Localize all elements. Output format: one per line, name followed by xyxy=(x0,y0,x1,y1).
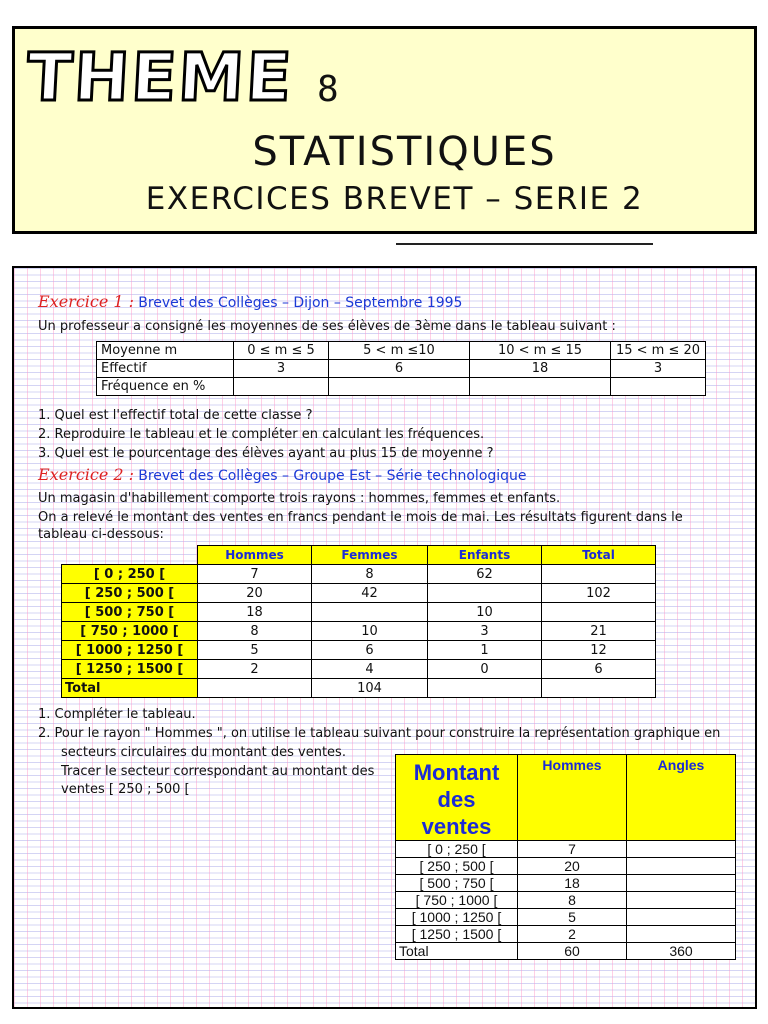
angles-table-row xyxy=(396,892,736,909)
angles-angle-cell: 360 xyxy=(627,943,736,960)
subtitle-statistiques: STATISTIQUES xyxy=(252,129,557,175)
grades-row-label: Fréquence en % xyxy=(97,378,234,396)
exercise-1-question-3: 3. Quel est le pourcentage des élèves ayant au plus 15 de moyenne ? xyxy=(38,446,494,461)
grades-row-label: Moyenne m xyxy=(97,342,234,360)
exercise-2-intro-1: Un magasin d'habillement comporte trois rayons : hommes, femmes et enfants. xyxy=(38,491,561,506)
angles-angle-cell xyxy=(627,875,736,892)
sales-cell xyxy=(542,679,656,698)
exercise-2-label: Exercice 2 : xyxy=(38,465,135,484)
sales-cell: 5 xyxy=(198,641,312,660)
angles-table-row xyxy=(396,841,736,858)
angles-row-label: [ 0 ; 250 [ xyxy=(396,841,518,858)
angles-hommes-cell: 7 xyxy=(518,841,627,858)
angles-row-label: Total xyxy=(396,943,518,960)
grades-cell: 18 xyxy=(470,360,611,378)
exercise-1-heading xyxy=(38,292,462,311)
sales-table-row xyxy=(62,622,656,641)
angles-header-montant-line-2: des xyxy=(437,787,476,812)
angles-angle-cell xyxy=(627,858,736,875)
angles-angle-cell xyxy=(627,892,736,909)
exercise-2-question-2-line-2: secteurs circulaires du montant des ventes. xyxy=(61,745,346,760)
sales-cell: 18 xyxy=(198,603,312,622)
grades-cell: 0 ≤ m ≤ 5 xyxy=(234,342,329,360)
sales-row-label: [ 0 ; 250 [ xyxy=(62,565,198,584)
sales-cell: 10 xyxy=(312,622,428,641)
angles-row-label: [ 750 ; 1000 [ xyxy=(396,892,518,909)
sales-cell xyxy=(428,679,542,698)
angles-row-label: [ 1250 ; 1500 [ xyxy=(396,926,518,943)
angles-table xyxy=(395,754,736,960)
sales-cell xyxy=(312,603,428,622)
grades-cell xyxy=(611,378,706,396)
angles-header-angles: Angles xyxy=(627,755,736,841)
grades-cell: 15 < m ≤ 20 xyxy=(611,342,706,360)
exercise-2-intro-2: On a relevé le montant des ventes en francs pendant le mois de mai. Les résultats figurent dans le xyxy=(38,510,683,525)
sales-cell xyxy=(428,584,542,603)
grades-table-row xyxy=(97,378,706,396)
sales-row-label: [ 500 ; 750 [ xyxy=(62,603,198,622)
sales-cell: 20 xyxy=(198,584,312,603)
angles-hommes-cell: 20 xyxy=(518,858,627,875)
grades-table xyxy=(96,341,706,396)
sales-row-label: [ 1250 ; 1500 [ xyxy=(62,660,198,679)
angles-table-row xyxy=(396,926,736,943)
angles-header-montant-line-1: Montant xyxy=(413,760,500,785)
exercise-2-source: Brevet des Collèges – Groupe Est – Série technologique xyxy=(138,468,527,484)
sales-cell: 42 xyxy=(312,584,428,603)
exercise-2-question-2-line-4: ventes [ 250 ; 500 [ xyxy=(61,782,190,797)
subtitle-exercices: EXERCICES BREVET – SERIE 2 xyxy=(145,181,644,217)
angles-table-row xyxy=(396,909,736,926)
sales-cell: 3 xyxy=(428,622,542,641)
sales-table-row xyxy=(62,584,656,603)
angles-hommes-cell: 8 xyxy=(518,892,627,909)
sales-row-label: [ 250 ; 500 [ xyxy=(62,584,198,603)
theme-number: 8 xyxy=(317,69,339,110)
angles-angle-cell xyxy=(627,841,736,858)
worksheet-page xyxy=(12,266,757,1009)
sales-row-label: Total xyxy=(62,679,198,698)
sales-cell: 1 xyxy=(428,641,542,660)
exercise-2-heading xyxy=(38,465,527,484)
angles-angle-cell xyxy=(627,909,736,926)
header-divider xyxy=(396,243,653,245)
sales-cell xyxy=(542,565,656,584)
sales-row-label: [ 750 ; 1000 [ xyxy=(62,622,198,641)
exercise-2-question-1: 1. Compléter le tableau. xyxy=(38,707,196,722)
angles-row-label: [ 1000 ; 1250 [ xyxy=(396,909,518,926)
sales-cell: 12 xyxy=(542,641,656,660)
exercise-1-source: Brevet des Collèges – Dijon – Septembre 1995 xyxy=(138,295,463,311)
sales-cell: 7 xyxy=(198,565,312,584)
exercise-1-question-2: 2. Reproduire le tableau et le compléter en calculant les fréquences. xyxy=(38,427,485,442)
sales-table-corner xyxy=(62,546,198,565)
angles-header-montant xyxy=(396,755,518,841)
sales-cell: 102 xyxy=(542,584,656,603)
angles-table-row xyxy=(396,858,736,875)
sales-cell: 62 xyxy=(428,565,542,584)
sales-header-hommes: Hommes xyxy=(198,546,312,565)
sales-table-row xyxy=(62,660,656,679)
sales-cell: 8 xyxy=(312,565,428,584)
angles-table-row xyxy=(396,943,736,960)
angles-row-label: [ 500 ; 750 [ xyxy=(396,875,518,892)
sales-cell: 2 xyxy=(198,660,312,679)
grades-cell: 3 xyxy=(611,360,706,378)
sales-header-total: Total xyxy=(542,546,656,565)
exercise-1-question-1: 1. Quel est l'effectif total de cette classe ? xyxy=(38,408,313,423)
sales-cell: 8 xyxy=(198,622,312,641)
grades-row-label: Effectif xyxy=(97,360,234,378)
exercise-1-intro: Un professeur a consigné les moyennes de ses élèves de 3ème dans le tableau suivant : xyxy=(38,319,616,334)
exercise-2-question-2-line-1: 2. Pour le rayon " Hommes ", on utilise le tableau suivant pour construire la représentation graphique en xyxy=(38,726,721,741)
sales-cell: 10 xyxy=(428,603,542,622)
sales-table-row xyxy=(62,679,656,698)
sales-row-label: [ 1000 ; 1250 [ xyxy=(62,641,198,660)
sales-cell: 0 xyxy=(428,660,542,679)
exercise-1-label: Exercice 1 : xyxy=(38,292,135,311)
sales-table xyxy=(61,545,656,698)
angles-row-label: [ 250 ; 500 [ xyxy=(396,858,518,875)
angles-header-montant-line-3: ventes xyxy=(421,814,492,839)
sales-cell xyxy=(198,679,312,698)
title-box xyxy=(12,26,757,234)
grades-cell xyxy=(234,378,329,396)
angles-hommes-cell: 60 xyxy=(518,943,627,960)
sales-cell: 6 xyxy=(312,641,428,660)
angles-hommes-cell: 2 xyxy=(518,926,627,943)
angles-header-hommes: Hommes xyxy=(518,755,627,841)
grades-cell xyxy=(470,378,611,396)
sales-cell xyxy=(542,603,656,622)
sales-cell: 4 xyxy=(312,660,428,679)
sales-cell: 6 xyxy=(542,660,656,679)
sales-table-row xyxy=(62,641,656,660)
grades-table-row xyxy=(97,360,706,378)
grades-cell: 6 xyxy=(329,360,470,378)
angles-hommes-cell: 5 xyxy=(518,909,627,926)
grades-cell: 10 < m ≤ 15 xyxy=(470,342,611,360)
angles-table-row xyxy=(396,875,736,892)
sales-table-row xyxy=(62,603,656,622)
grades-cell: 5 < m ≤10 xyxy=(329,342,470,360)
angles-hommes-cell: 18 xyxy=(518,875,627,892)
exercise-2-intro-3: tableau ci-dessous: xyxy=(38,527,164,542)
theme-word: THEME xyxy=(24,39,296,116)
sales-header-enfants: Enfants xyxy=(428,546,542,565)
exercise-2-question-2-line-3: Tracer le secteur correspondant au montant des xyxy=(61,764,375,779)
grades-cell: 3 xyxy=(234,360,329,378)
sales-table-row xyxy=(62,565,656,584)
sales-cell: 21 xyxy=(542,622,656,641)
angles-angle-cell xyxy=(627,926,736,943)
grades-table-row xyxy=(97,342,706,360)
grades-cell xyxy=(329,378,470,396)
sales-header-femmes: Femmes xyxy=(312,546,428,565)
sales-cell: 104 xyxy=(312,679,428,698)
